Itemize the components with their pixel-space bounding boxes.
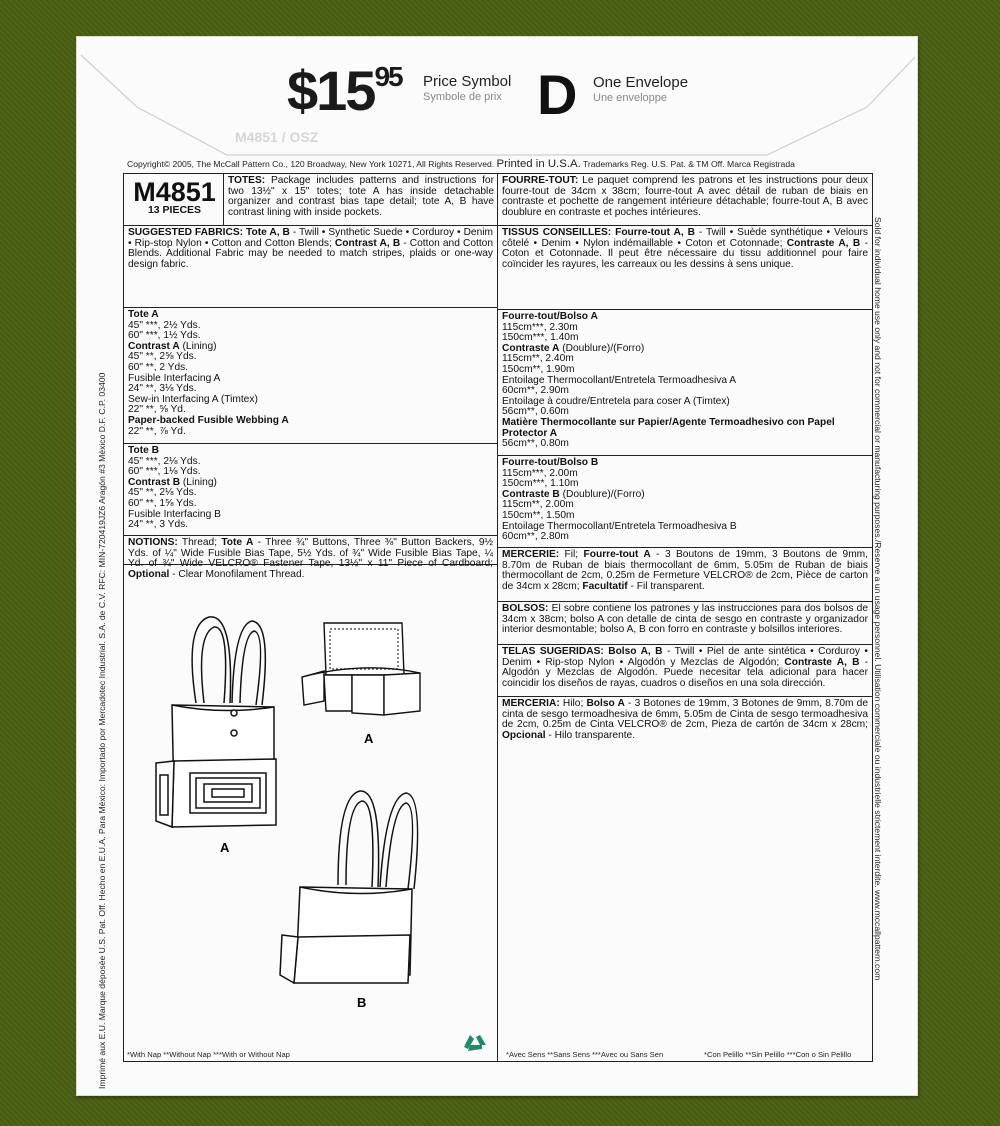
ghost-code: M4851 / OSZ	[235, 129, 319, 145]
envelope-label: One Envelope	[593, 74, 689, 91]
yardage-line: 150cm***, 1.10m	[502, 478, 579, 490]
tote-a-yardage	[124, 308, 497, 444]
yardage-line: 45" ***, 2⅛ Yds.	[128, 455, 201, 467]
pattern-envelope	[76, 36, 918, 1096]
pattern-pieces: 13 PIECES	[147, 204, 202, 216]
side-text-left: Imprimé aux E.U. Marque déposée U.S. Pat. Off. Hecho en E.U.A. Para México: Importado por Mercadotec Industrial. S.A. de C.V. RFC: MIN-720419JZ6 Aragón #3 México D.F. C.P. 03400	[97, 372, 107, 1089]
side-text-right: Sold for individual home use only and not for commercial or manufacturing purposes./Reserve a un usage personnel. Utilisation commerciale ou industrielle strictement interdite. www.mccallpattern.com	[873, 217, 883, 981]
yardage-line: 60" ***, 1⅛ Yds.	[128, 466, 201, 478]
tote-b-yardage	[124, 444, 497, 536]
yardage-line: 45" **, 2⅝ Yds.	[128, 351, 197, 363]
price-symbol-sub: Symbole de prix	[423, 91, 502, 103]
yardage-line: 56cm**, 0.60m	[502, 406, 569, 418]
suggested-fabrics: SUGGESTED FABRICS: Tote A, B - Twill • Synthetic Suede • Corduroy • Denim • Rip-stop Nylon • Cotton and Cotton Blends; Contrast A, B - Cotton and Cotton Blends. Additional Fabric may be needed to match stripes, plaids or one-way design fabric.	[124, 226, 497, 308]
copyright-text: Copyright© 2005, The McCall Pattern Co., 120 Broadway, New York 10271, All Rights Reserved.	[127, 159, 495, 169]
yardage-line: 115cm**, 2.00m	[502, 499, 574, 511]
price: $\$15^{95}$	[287, 59, 402, 122]
yardage-line: Fusible Interfacing B	[128, 508, 221, 520]
label-tote-b: B	[357, 995, 367, 1010]
yardage-line: Fourre-tout/Bolso A	[502, 311, 598, 322]
yardage-line: Paper-backed Fusible Webbing A	[128, 414, 289, 426]
yardage-line: Matière Thermocollante sur Papier/Agente Termoadhesivo con Papel Protector A	[502, 416, 835, 439]
yardage-line: Contrast B (Lining)	[128, 476, 217, 488]
printed-in: Printed in U.S.A.	[496, 158, 581, 170]
yardage-line: 24" **, 3 Yds.	[128, 519, 189, 531]
telas-sugeridas: TELAS SUGERIDAS: Bolso A, B - Twill • Piel de ante sintética • Corduroy • Denim • Rip-stop Nylon • Algodón y Mezclas de Algodón; Contraste A, B - Algodón y Mezclas de Algodón. Puede necesitar tela adicional para hacer coincidir los diseños de rayas, cuadros o diseños en una sola dirección.	[498, 645, 872, 697]
yardage-line: 56cm**, 0.80m	[502, 438, 569, 450]
yardage-line: 150cm**, 1.90m	[502, 363, 575, 375]
tote-a-drawing	[156, 617, 276, 827]
totes-section	[124, 174, 497, 226]
yardage-line: 24" **, 3⅛ Yds.	[128, 383, 197, 395]
tissus-conseilles: TISSUS CONSEILLES: Fourre-tout A, B - Twill • Suède synthétique • Velours côtelé • Denim • Nylon indémaillable • Coton et Cotonnade; Contraste A, B - Coton et Cotonnade. Il peut être nécessaire du tissu additionnel pour faire coïncider les rayures, les carreaux ou les dessins à sens unique.	[498, 226, 872, 310]
yardage-line: 115cm***, 2.00m	[502, 467, 578, 479]
yardage-line: 60" **, 2 Yds.	[128, 361, 189, 373]
yardage-line: 115cm**, 2.40m	[502, 353, 574, 365]
yardage-line: 60" ***, 1½ Yds.	[128, 330, 201, 342]
yardage-line: Contraste B (Doublure)/(Forro)	[502, 488, 645, 500]
yardage-line: 60cm**, 2.80m	[502, 531, 569, 543]
yardage-line: 115cm***, 2.30m	[502, 321, 578, 333]
copyright-line	[127, 158, 795, 170]
label-tote-a: A	[220, 840, 230, 855]
price-symbol-label: Price Symbol	[423, 73, 512, 90]
yardage-line: 150cm**, 1.50m	[502, 509, 575, 521]
label-organizer-a: A	[364, 731, 374, 746]
price-letter: D	[537, 63, 578, 126]
yardage-line: Fusible Interfacing A	[128, 372, 221, 384]
mercerie: MERCERIE: Fil; Fourre-tout A - 3 Boutons de 19mm, 3 Boutons de 9mm, 8.70m de Ruban de biais thermocollant de 6mm, 5.05m de Ruban de biais thermocollant de 2cm, 0.25m de Fermeture VELCRO® de 2cm, Pièce de carton de 34cm x 28cm; Facultatif - Fil transparent.	[498, 548, 872, 602]
yardage-line: 60" **, 1⅝ Yds.	[128, 497, 197, 509]
english-column	[124, 174, 498, 1061]
bolso-b-yardage	[498, 456, 872, 548]
merceria: MERCERIA: Hilo; Bolso A - 3 Botones de 19mm, 3 Botones de 9mm, 8.70m de cinta de sesgo termoadhesiva de 6mm, 5.05m de Cinta de sesgo termoadhesiva de 2cm, 0.25m de Cinta VELCRO® de 2cm, Pieza de cartón de 34cm x 28cm; Opcional - Hilo transparente.	[502, 698, 868, 741]
price-strip	[77, 37, 919, 137]
fourre-tout-section: FOURRE-TOUT: Le paquet comprend les patrons et les instructions pour deux fourre-tout de 34cm x 38cm; fourre-tout A avec détail de ruban de biais en contraste et pochette de rangement intérieure détachable; fourre-tout A, B avec doublure en contraste et poches intérieures.	[498, 174, 872, 226]
yardage-line: Fourre-tout/Bolso B	[502, 457, 599, 468]
yardage-line: Sew-in Interfacing A (Timtex)	[128, 393, 258, 405]
envelope-sub: Une enveloppe	[593, 92, 668, 104]
yardage-line: Contrast A (Lining)	[128, 340, 217, 352]
pattern-number: M4851	[133, 177, 216, 207]
yardage-line: 22" **, ⅞ Yd.	[128, 425, 186, 437]
french-spanish-column	[498, 174, 872, 1061]
tote-illustrations	[124, 565, 497, 1061]
tote-b-drawing	[280, 791, 418, 983]
notions: NOTIONS: Thread; Tote A - Three ¾" Buttons, Three ⅜" Button Backers, 9½ Yds. of ¼" Wide Fusible Bias Tape, 5½ Yds. of ¾" Wide Fusible Bias Tape, ¼ Yd. of ¾" Wide VELCRO® Fastener Tape, 13½" x 11" Piece of Cardboard; Optional - Clear Monofilament Thread.	[124, 536, 497, 565]
yardage-line: Entoilage Thermocollant/Entretela Termoadhesiva B	[502, 520, 737, 532]
yardage-line: 45" ***, 2½ Yds.	[128, 319, 201, 331]
trademarks: Trademarks Reg. U.S. Pat. & TM Off. Marca Registrada	[582, 159, 795, 169]
footnote-en: *With Nap **Without Nap ***With or Without Nap	[127, 1050, 290, 1059]
yardage-line: Entoilage Thermocollant/Entretela Termoadhesiva A	[502, 374, 737, 386]
yardage-line: Tote A	[128, 309, 159, 320]
footnote-es: *Con Pelillo **Sin Pelillo ***Con o Sin Pelillo	[704, 1050, 852, 1059]
yardage-line: 150cm***, 1.40m	[502, 332, 579, 344]
recycle-icon	[464, 1035, 486, 1051]
yardage-line: 22" **, ⅝ Yd.	[128, 404, 186, 416]
organizer-a-drawing	[302, 623, 420, 715]
totes-description: TOTES: Package includes patterns and instructions for two 13½" x 15" totes; tote A has inside detachable organizer and contrast bias tape detail; tote A, B have contrast lining with inside pockets.	[228, 175, 494, 218]
yardage-line: 45" **, 2⅛ Yds.	[128, 487, 197, 499]
info-table	[123, 173, 873, 1062]
footnote-fr: *Avec Sens **Sans Sens ***Avec ou Sans Sen	[506, 1050, 664, 1059]
yardage-line: Contraste A (Doublure)/(Forro)	[502, 342, 645, 354]
yardage-line: Tote B	[128, 445, 159, 456]
bolso-a-yardage	[498, 310, 872, 456]
yardage-line: Entoilage à coudre/Entretela para coser A (Timtex)	[502, 395, 730, 407]
yardage-line: 60cm**, 2.90m	[502, 385, 569, 397]
bolsos: BOLSOS: El sobre contiene los patrones y las instrucciones para dos bolsos de 34cm x 38cm; bolso A con detalle de cinta de sesgo en contraste y organizador interior desmontable; bolso A, B con forro en contraste y bolsillos interiores.	[498, 602, 872, 645]
